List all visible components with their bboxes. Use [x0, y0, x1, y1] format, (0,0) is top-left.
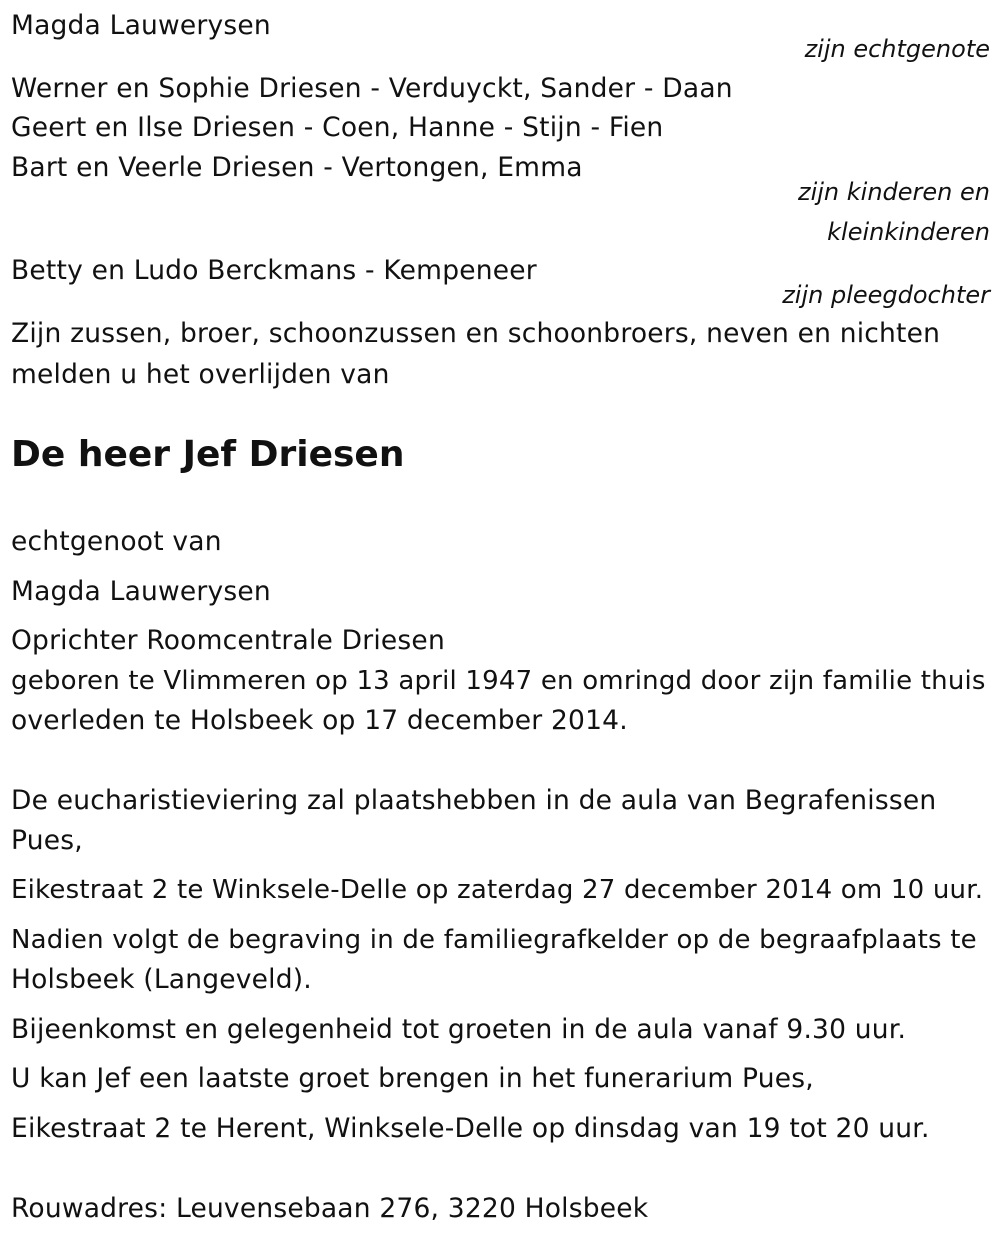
burial-line-2: Holsbeek (Langeveld). — [11, 964, 312, 995]
foster-name: Betty en Ludo Berckmans - Kempeneer — [11, 255, 537, 286]
children-role-line-2: kleinkinderen — [827, 218, 990, 246]
mass-line-1: De eucharistieviering zal plaatshebben in de aula van Begrafenissen — [11, 785, 937, 816]
mass-location: Eikestraat 2 te Winksele-Delle op zaterdag 27 december 2014 om 10 uur. — [11, 875, 984, 905]
gathering-line: Bijeenkomst en gelegenheid tot groeten in de aula vanaf 9.30 uur. — [11, 1014, 907, 1045]
burial-line-1: Nadien volgt de begraving in de familiegrafkelder op de begraafplaats te — [11, 925, 977, 955]
death-line: overleden te Holsbeek op 17 december 2014. — [11, 705, 628, 736]
farewell-line-1: U kan Jef een laatste groet brengen in het funerarium Pues, — [11, 1063, 814, 1094]
spouse-role: zijn echtgenote — [804, 35, 990, 63]
announcement-line-2: melden u het overlijden van — [11, 359, 390, 390]
deceased-spouse-name: Magda Lauwerysen — [11, 576, 271, 607]
occupation: Oprichter Roomcentrale Driesen — [11, 625, 445, 656]
foster-role: zijn pleegdochter — [782, 281, 990, 309]
child-line-1: Werner en Sophie Driesen - Verduyckt, Sander - Daan — [11, 73, 733, 104]
farewell-line-2: Eikestraat 2 te Herent, Winksele-Delle op dinsdag van 19 tot 20 uur. — [11, 1113, 930, 1144]
mourning-address: Rouwadres: Leuvensebaan 276, 3220 Holsbeek — [11, 1193, 649, 1224]
child-line-2: Geert en Ilse Driesen - Coen, Hanne - Stijn - Fien — [11, 112, 664, 143]
child-line-3: Bart en Veerle Driesen - Vertongen, Emma — [11, 152, 583, 183]
birth-line: geboren te Vlimmeren op 13 april 1947 en omringd door zijn familie thuis — [11, 666, 986, 696]
spouse-name: Magda Lauwerysen — [11, 10, 271, 41]
spouse-of-label: echtgenoot van — [11, 526, 222, 557]
deceased-title: De heer Jef Driesen — [11, 434, 405, 475]
announcement-line-1: Zijn zussen, broer, schoonzussen en schoonbroers, neven en nichten — [11, 318, 941, 349]
mass-line-2: Pues, — [11, 825, 83, 856]
children-role-line-1: zijn kinderen en — [798, 178, 990, 206]
